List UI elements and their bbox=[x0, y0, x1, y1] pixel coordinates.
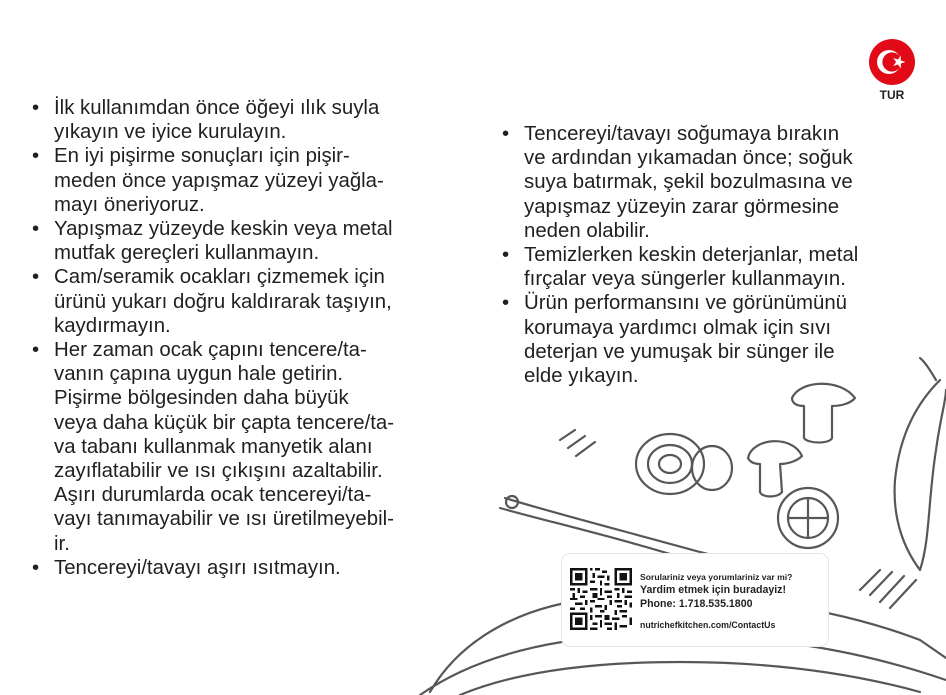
language-code: TUR bbox=[879, 88, 905, 102]
qr-code-icon[interactable] bbox=[570, 568, 632, 630]
list-item: • Her zaman ocak çapını tencere/ta- vanın çapına uygun hale getirin. Pişirme bölgesinden daha büyük veya daha küçük bir çapta tencere/ta- va tabanı kullanmak manyetik alanı zayıflatabilir ve ısı çıkışını azaltabilir. Aşırı durumlarda ocak tencereyi/ta- vayı tanımayabilir ve ısı üretilmeyebil- ir. bbox=[30, 338, 450, 556]
contact-phone[interactable]: Phone: 1.718.535.1800 bbox=[640, 598, 753, 610]
list-item: • Temizlerken keskin deterjanlar, metal fırçalar veya süngerler kullanmayın. bbox=[500, 243, 920, 291]
bullet-list-left bbox=[30, 96, 450, 580]
bullet-list-right bbox=[500, 122, 920, 388]
contact-url-link[interactable]: nutrichefkitchen.com/ContactUs bbox=[640, 620, 776, 630]
list-item: • Tencereyi/tavayı soğumaya bırakın ve ardından yıkamadan önce; soğuk suya batırmak, şekil bozulmasına ve yapışmaz yüzeyin zarar görmesine neden olabilir. bbox=[500, 122, 920, 243]
list-item: • İlk kullanımdan önce öğeyi ılık suyla yıkayın ve iyice kurulayın. bbox=[30, 96, 450, 144]
list-item: • Cam/seramik ocakları çizmemek için ürünü yukarı doğru kaldırarak taşıyın, kaydırmayın. bbox=[30, 265, 450, 338]
list-item: • Ürün performansını ve görünümünü korumaya yardımcı olmak için sıvı deterjan ve yumuşak bir sünger ile elde yıkayın. bbox=[500, 291, 920, 388]
contact-question: Sorulariniz veya yorumlariniz var mi? bbox=[640, 572, 793, 582]
turkey-flag-icon bbox=[862, 32, 922, 92]
contact-help: Yardim etmek için buradayiz! bbox=[640, 584, 787, 596]
list-item: • Tencereyi/tavayı aşırı ısıtmayın. bbox=[30, 556, 450, 580]
care-instructions-left bbox=[30, 96, 450, 580]
care-instructions-right bbox=[500, 122, 920, 388]
contact-text bbox=[640, 571, 826, 631]
contact-card bbox=[562, 554, 828, 646]
list-item: • Yapışmaz yüzeyde keskin veya metal mutfak gereçleri kullanmayın. bbox=[30, 217, 450, 265]
list-item: • En iyi pişirme sonuçları için pişir- meden önce yapışmaz yüzeyi yağla- mayı öneriyoruz. bbox=[30, 144, 450, 217]
